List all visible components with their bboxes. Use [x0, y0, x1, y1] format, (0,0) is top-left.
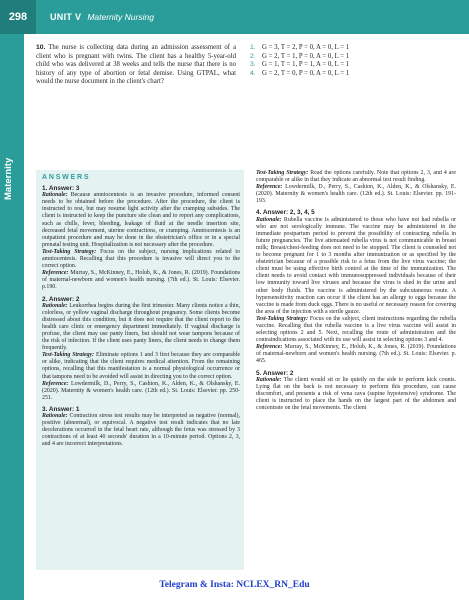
- unit-title: Maternity Nursing: [87, 12, 154, 22]
- rationale: Rationale: Rubella vaccine is administered to those who have not had rubella or who are not serologically immune. The vaccine may be administered in the immediate postpartum period to prevent the possibility of contracting rubella in future pregnancies. The live attenuated rubella virus is not communicable in breast milk; Breast/chest-feeding does not need to be stopped. The client is counseled not to become pregnant for 1 to 3 months after immunization or as specified by the obstetrician because of a possible risk to a fetus from the live virus vaccine; the client must be using effective birth control at the time of the immunization. The client needs to avoid contact with immunosuppressed individuals because of their low immunity toward live viruses and because the virus is shed in the urine and other body fluids. The vaccine is administered by the subcutaneous route. A hypersensitivity reaction can occur if the client has an allergy to eggs because the vaccine is made from duck eggs. There is no useful or necessary reason for covering the area of the injection with a sterile gauze.: [256, 216, 456, 315]
- answers-left-column: [36, 170, 244, 570]
- answer-title: 4. Answer: 2, 3, 4, 5: [256, 209, 315, 217]
- answers-right-column: [256, 170, 456, 570]
- answer-title: 2. Answer: 2: [42, 295, 80, 303]
- test-taking-strategy: Test-Taking Strategy: Focus on the subject, client instructions regarding the rubella vaccine. Recalling that the rubella vaccine is a live virus vaccine will assist in selecting options 2 and 5. Next, recalling the route of administration and the contraindications associated with its use will assist in selecting options 3 and 4.: [256, 315, 456, 344]
- rationale: Rationale: Contraction stress test results may be interpreted as negative (normal), positive (abnormal), or equivocal. A negative test result indicates that no late decelerations occurred in the fetal heart rate, although the fetus was stressed by 3 contractions of at least 40 seconds' duration in a 10-minute period. Options 2, 3, and 4 are incorrect interpretations.: [42, 413, 240, 448]
- page-header: [0, 0, 469, 34]
- answer-title: 5. Answer: 2: [256, 369, 294, 377]
- option-3[interactable]: 3. G = 1, T = 1, P = 1, A = 0, L = 1: [250, 61, 350, 69]
- page-number: 298: [0, 0, 36, 34]
- answer-block-2: [42, 296, 240, 402]
- answers-section: [36, 170, 456, 570]
- rationale: Rationale: Leukorrhea begins during the first trimester. Many clients notice a thin, colorless, or yellow vaginal discharge throughout pregnancy. Some clients become distressed about this condition, but it does not require that the client report to the health care clinic or emergency department immediately. If vaginal discharge is profuse, the client may use panty liners, but should not wear tampons because of the risk of infection. If the client uses panty liners, the client needs to change them frequently.: [42, 302, 240, 352]
- unit-label: UNIT V: [50, 12, 82, 22]
- reference: Reference: Lowdermilk, D., Perry, S., Cashion, K., Alden, K., & Olshansky, E. (2020). Maternity & women's health care. (12th ed.). St. Louis: Elsevier. pp. 191-193.: [256, 184, 456, 205]
- answers-heading: ANSWERS: [42, 174, 91, 181]
- answer-title: 3. Answer: 1: [42, 405, 80, 413]
- answer-block-4: [256, 209, 456, 365]
- question-options: [250, 44, 450, 78]
- option-4[interactable]: 4. G = 2, T = 0, P = 0, A = 0, L = 1: [250, 69, 350, 77]
- answer-block-5: [256, 370, 456, 413]
- reference: Reference: Murray, S., McKinney, E., Holub, K., & Jones, R. (2019). Foundations of maternal-newborn and women's health nursing. (7th ed.). St. Louis: Elsevier. p. 465.: [256, 344, 456, 365]
- option-2[interactable]: 2. G = 2, T = 1, P = 0, A = 0, L = 1: [250, 52, 350, 60]
- question-number: 10.: [36, 44, 46, 51]
- rationale: Rationale: Because amniocentesis is an invasive procedure, informed consent needs to be obtained before the procedure. After the procedure, the client is instructed to rest, but may resume light activity after the cramping subsides. The client is instructed to keep the puncture site clean and to report any complications, such as chills, fever, bleeding, leakage of fluid at the needle insertion site, decreased fetal movement, uterine contractions, or cramping. Amniocentesis is an outpatient procedure and may be done in the obstetrician's office or in a special prenatal testing unit. Hospitalization is not necessary after the procedure.: [42, 192, 240, 248]
- test-taking-strategy: Test-Taking Strategy: Read the options carefully. Note that options 2, 3, and 4 are comparable or alike in that they indicate an abnormal test result finding.: [256, 170, 456, 184]
- rationale: Rationale: The client would sit or lie quietly on the side to perform kick counts. Lying flat on the back is not necessary to perform this procedure, can cause discomfort, and presents a risk of vena cava (supine hypotensive) syndrome. The client is instructed to place the hands on the largest part of the abdomen and concentrate on the fetal movements. The client: [256, 376, 456, 411]
- test-taking-strategy: Test-Taking Strategy: Focus on the subject, nursing implications related to amniocentesis. Recalling that this procedure is invasive will direct you to the correct option.: [42, 248, 240, 270]
- answer-block-1: [42, 185, 240, 291]
- side-tab-label: Maternity: [3, 157, 14, 201]
- question-options-col: [250, 44, 450, 87]
- question-stem-col: [36, 44, 236, 87]
- question-stem: The nurse is collecting data during an admission assessment of a client who is pregnant with twins. The client has a healthy 5-year-old child who was delivered at 38 weeks and tells the nurse that there is no history of any type of abortion or fetal demise. Using GTPAL, what would the nurse document in the client's chart?: [36, 44, 236, 86]
- reference: Reference: Lowdermilk, D., Perry, S., Cashion, K., Alden, K., & Olshansky, E. (2020). Maternity & women's health care. (12th ed.). St. Louis: Elsevier. pp. 250-251.: [42, 380, 240, 401]
- side-tab: [0, 34, 24, 600]
- test-taking-strategy: Test-Taking Strategy: Eliminate options 1 and 3 first because they are comparable or alike, indicating that the client requires medical attention. From the remaining options, recalling that this manifestation is a normal physiological occurrence or that tampons need to be avoided will assist in directing you to the correct option.: [42, 352, 240, 380]
- footer-watermark: Telegram & Insta: NCLEX_RN_Edu: [159, 580, 310, 590]
- reference: Reference: Murray, S., McKinney, E., Holub, K., & Jones, R. (2019). Foundations of maternal-newborn and women's health nursing. (7th ed.). St. Louis: Elsevier. p.190.: [42, 270, 241, 291]
- question-10: [36, 44, 456, 87]
- option-1[interactable]: 1. G = 3, T = 2, P = 0, A = 0, L = 1: [250, 44, 350, 51]
- answer-block-3: [42, 406, 240, 449]
- answer-title: 1. Answer: 3: [42, 185, 80, 193]
